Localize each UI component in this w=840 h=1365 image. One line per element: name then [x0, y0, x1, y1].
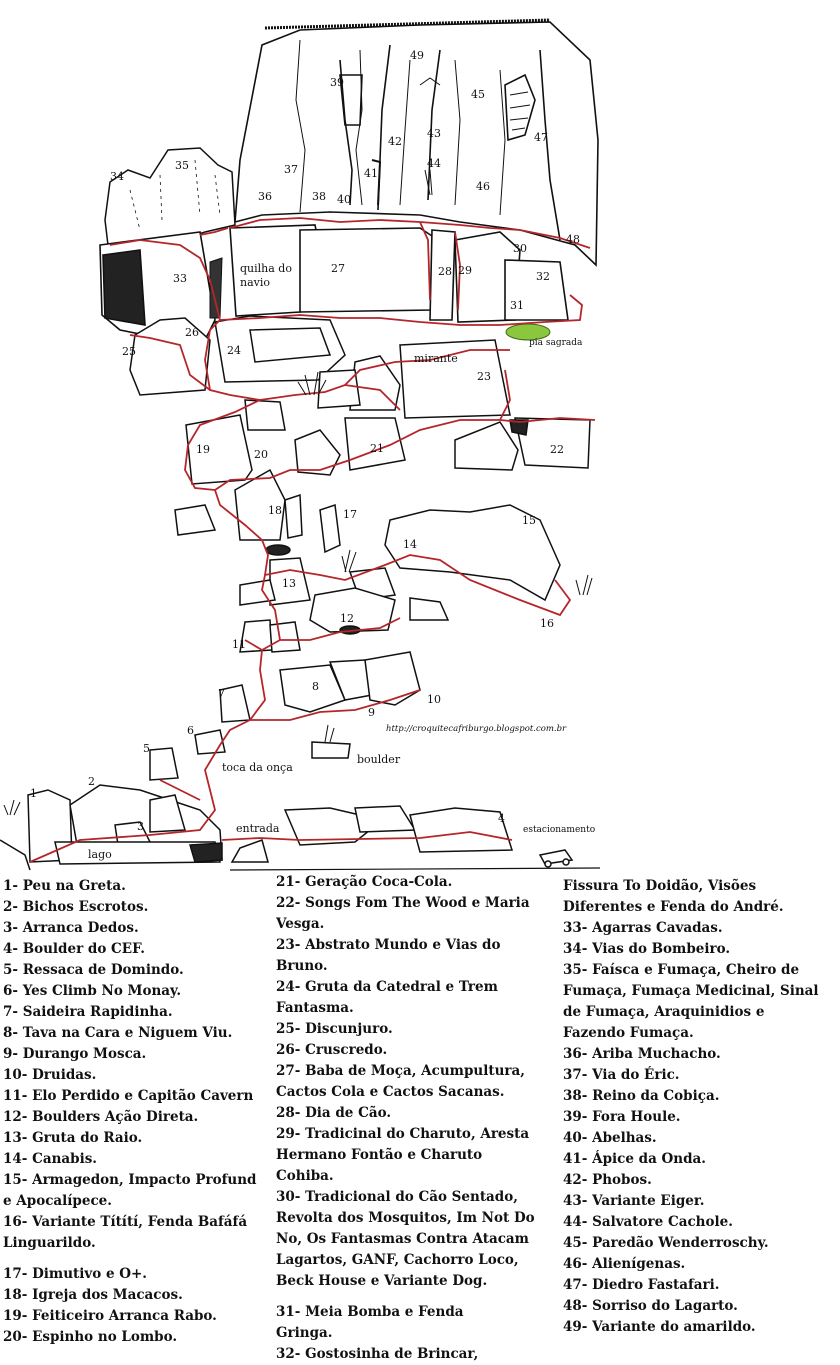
legend-item: 41- Ápice da Onda. — [563, 1151, 706, 1167]
label-lago: lago — [88, 848, 112, 861]
num-38: 38 — [312, 190, 326, 203]
legend-item: 30- Tradicional do Cão Sentado, — [276, 1189, 518, 1205]
legend-item: de Fumaça, Araquinidios e — [563, 1004, 765, 1020]
legend-item: 18- Igreja dos Macacos. — [3, 1287, 183, 1303]
legend-item: 32- Gostosinha de Brincar, — [276, 1346, 479, 1362]
legend-item: 35- Faísca e Fumaça, Cheiro de — [563, 962, 800, 978]
legend-item: 23- Abstrato Mundo e Vias do — [276, 937, 501, 953]
num-21: 21 — [370, 442, 384, 455]
legend-item: 36- Ariba Muchacho. — [563, 1046, 721, 1062]
num-36: 36 — [258, 190, 272, 203]
legend-item: 42- Phobos. — [563, 1172, 652, 1188]
num-9: 9 — [368, 706, 375, 719]
num-44: 44 — [427, 157, 441, 170]
legend-item: Revolta dos Mosquitos, Im Not Do — [276, 1210, 535, 1226]
legend-column-3 — [563, 876, 840, 1338]
num-5: 5 — [143, 742, 150, 755]
num-10: 10 — [427, 693, 441, 706]
legend-item: 33- Agarras Cavadas. — [563, 920, 723, 936]
legend-item: Cactos Cola e Cactos Sacanas. — [276, 1084, 505, 1100]
legend-item: 24- Gruta da Catedral e Trem — [276, 979, 498, 995]
legend-column-2 — [276, 872, 561, 1365]
legend-item: 27- Baba de Moça, Acumpultura, — [276, 1063, 525, 1079]
legend-item: 20- Espinho no Lombo. — [3, 1329, 178, 1345]
label-toca-da-onca: toca da onça — [222, 761, 293, 774]
legend-item: Lagartos, GANF, Cachorro Loco, — [276, 1252, 519, 1268]
num-20: 20 — [254, 448, 268, 461]
label-quilha-1: quilha do — [240, 262, 292, 275]
legend-item: 46- Alienígenas. — [563, 1256, 686, 1272]
num-2: 2 — [88, 775, 95, 788]
num-33: 33 — [173, 272, 187, 285]
legend-item: 2- Bichos Escrotos. — [3, 899, 149, 915]
legend-item: 17- Dimutivo e O+. — [3, 1266, 147, 1282]
num-49: 49 — [410, 49, 424, 62]
legend-item: 4- Boulder do CEF. — [3, 941, 146, 957]
num-39: 39 — [330, 76, 344, 89]
legend-item: 10- Druidas. — [3, 1067, 97, 1083]
legend-item: 29- Tradicinal do Charuto, Aresta — [276, 1126, 530, 1142]
legend-item: 9- Durango Mosca. — [3, 1046, 147, 1062]
legend-item: Vesga. — [276, 916, 325, 932]
legend-item: 15- Armagedon, Impacto Profund — [3, 1172, 257, 1188]
num-1: 1 — [30, 787, 37, 800]
legend-item: 43- Variante Eiger. — [563, 1193, 705, 1209]
label-quilha-2: navio — [240, 276, 270, 289]
legend-item: 28- Dia de Cão. — [276, 1105, 392, 1121]
num-6: 6 — [187, 724, 194, 737]
legend-item: 16- Variante Títítí, Fenda Bafáfá — [3, 1214, 248, 1230]
num-41: 41 — [364, 167, 378, 180]
num-22: 22 — [550, 443, 564, 456]
num-14: 14 — [403, 538, 417, 551]
legend-item: 40- Abelhas. — [563, 1130, 657, 1146]
num-48: 48 — [566, 233, 580, 246]
num-17: 17 — [343, 508, 357, 521]
legend-item: 38- Reino da Cobiça. — [563, 1088, 720, 1104]
num-29: 29 — [458, 264, 472, 277]
label-estacionamento: estacionamento — [523, 825, 596, 835]
legend-item: 44- Salvatore Cachole. — [563, 1214, 733, 1230]
legend-item: 48- Sorriso do Lagarto. — [563, 1298, 738, 1314]
legend-item: Hermano Fontão e Charuto — [276, 1147, 483, 1163]
legend-item: 21- Geração Coca-Cola. — [276, 874, 453, 890]
num-45: 45 — [471, 88, 485, 101]
legend-item: 25- Discunjuro. — [276, 1021, 393, 1037]
label-boulder: boulder — [357, 753, 401, 766]
num-47: 47 — [534, 131, 548, 144]
map-source-url: http://croquitecafriburgo.blogspot.com.br — [386, 724, 567, 734]
num-11: 11 — [232, 638, 246, 651]
num-27: 27 — [331, 262, 345, 275]
num-19: 19 — [196, 443, 210, 456]
legend-item: Bruno. — [276, 958, 328, 974]
num-37: 37 — [284, 163, 298, 176]
legend-item: 47- Diedro Fastafari. — [563, 1277, 720, 1293]
num-23: 23 — [477, 370, 491, 383]
num-12: 12 — [340, 612, 354, 625]
legend-item: 3- Arranca Dedos. — [3, 920, 139, 936]
num-34: 34 — [110, 170, 124, 183]
num-35: 35 — [175, 159, 189, 172]
legend-item: Cohiba. — [276, 1168, 334, 1184]
legend-item: 8- Tava na Cara e Niguem Viu. — [3, 1025, 233, 1041]
legend-item: Fantasma. — [276, 1000, 354, 1016]
num-4: 4 — [498, 812, 505, 825]
num-42: 42 — [388, 135, 402, 148]
num-30: 30 — [513, 242, 527, 255]
legend-item: 39- Fora Houle. — [563, 1109, 681, 1125]
legend-item: 12- Boulders Ação Direta. — [3, 1109, 199, 1125]
num-40: 40 — [337, 193, 351, 206]
rocks-19-22 — [186, 400, 590, 484]
num-16: 16 — [540, 617, 554, 630]
num-43: 43 — [427, 127, 441, 140]
legend-item: Beck House e Variante Dog. — [276, 1273, 488, 1289]
num-15: 15 — [522, 514, 536, 527]
legend-item: 13- Gruta do Raio. — [3, 1130, 143, 1146]
legend-item: 34- Vias do Bombeiro. — [563, 941, 731, 957]
num-32: 32 — [536, 270, 550, 283]
legend-item: 26- Cruscredo. — [276, 1042, 388, 1058]
num-25: 25 — [122, 345, 136, 358]
legend-item: 45- Paredão Wenderroschy. — [563, 1235, 769, 1251]
num-28: 28 — [438, 265, 452, 278]
legend-item: 19- Feiticeiro Arranca Rabo. — [3, 1308, 217, 1324]
legend-item: Fissura To Doidão, Visões — [563, 878, 757, 894]
num-18: 18 — [268, 504, 282, 517]
legend-item: 11- Elo Perdido e Capitão Cavern — [3, 1088, 254, 1104]
legend-item: 22- Songs Fom The Wood e Maria — [276, 895, 530, 911]
legend-item: Linguarildo. — [3, 1235, 96, 1251]
legend-item: 31- Meia Bomba e Fenda — [276, 1304, 464, 1320]
num-8: 8 — [312, 680, 319, 693]
legend-item: e Apocalípece. — [3, 1193, 112, 1209]
legend-item: No, Os Fantasmas Contra Atacam — [276, 1231, 529, 1247]
num-26: 26 — [185, 326, 199, 339]
legend-column-1 — [3, 876, 273, 1348]
legend-item: 7- Saideira Rapidinha. — [3, 1004, 173, 1020]
legend-item: 1- Peu na Greta. — [3, 878, 126, 894]
rocks-13-18 — [175, 470, 560, 634]
legend-item: 6- Yes Climb No Monay. — [3, 983, 182, 999]
num-13: 13 — [282, 577, 296, 590]
legend-item: Gringa. — [276, 1325, 333, 1341]
label-entrada: entrada — [236, 822, 280, 835]
num-46: 46 — [476, 180, 490, 193]
legend-item: 14- Canabis. — [3, 1151, 98, 1167]
legend-item: Diferentes e Fenda do André. — [563, 899, 784, 915]
num-3: 3 — [137, 820, 144, 833]
legend-item: 5- Ressaca de Domindo. — [3, 962, 184, 978]
num-24: 24 — [227, 344, 241, 357]
legend-item: 37- Via do Éric. — [563, 1067, 680, 1083]
label-pia-sagrada: pia sagrada — [529, 338, 583, 348]
num-7: 7 — [218, 687, 225, 700]
legend-item: Fumaça, Fumaça Medicinal, Sinal — [563, 983, 819, 999]
legend-item: 49- Variante do amarildo. — [563, 1319, 756, 1335]
num-31: 31 — [510, 299, 524, 312]
label-mirante: mirante — [414, 352, 458, 365]
legend-item: Fazendo Fumaça. — [563, 1025, 694, 1041]
